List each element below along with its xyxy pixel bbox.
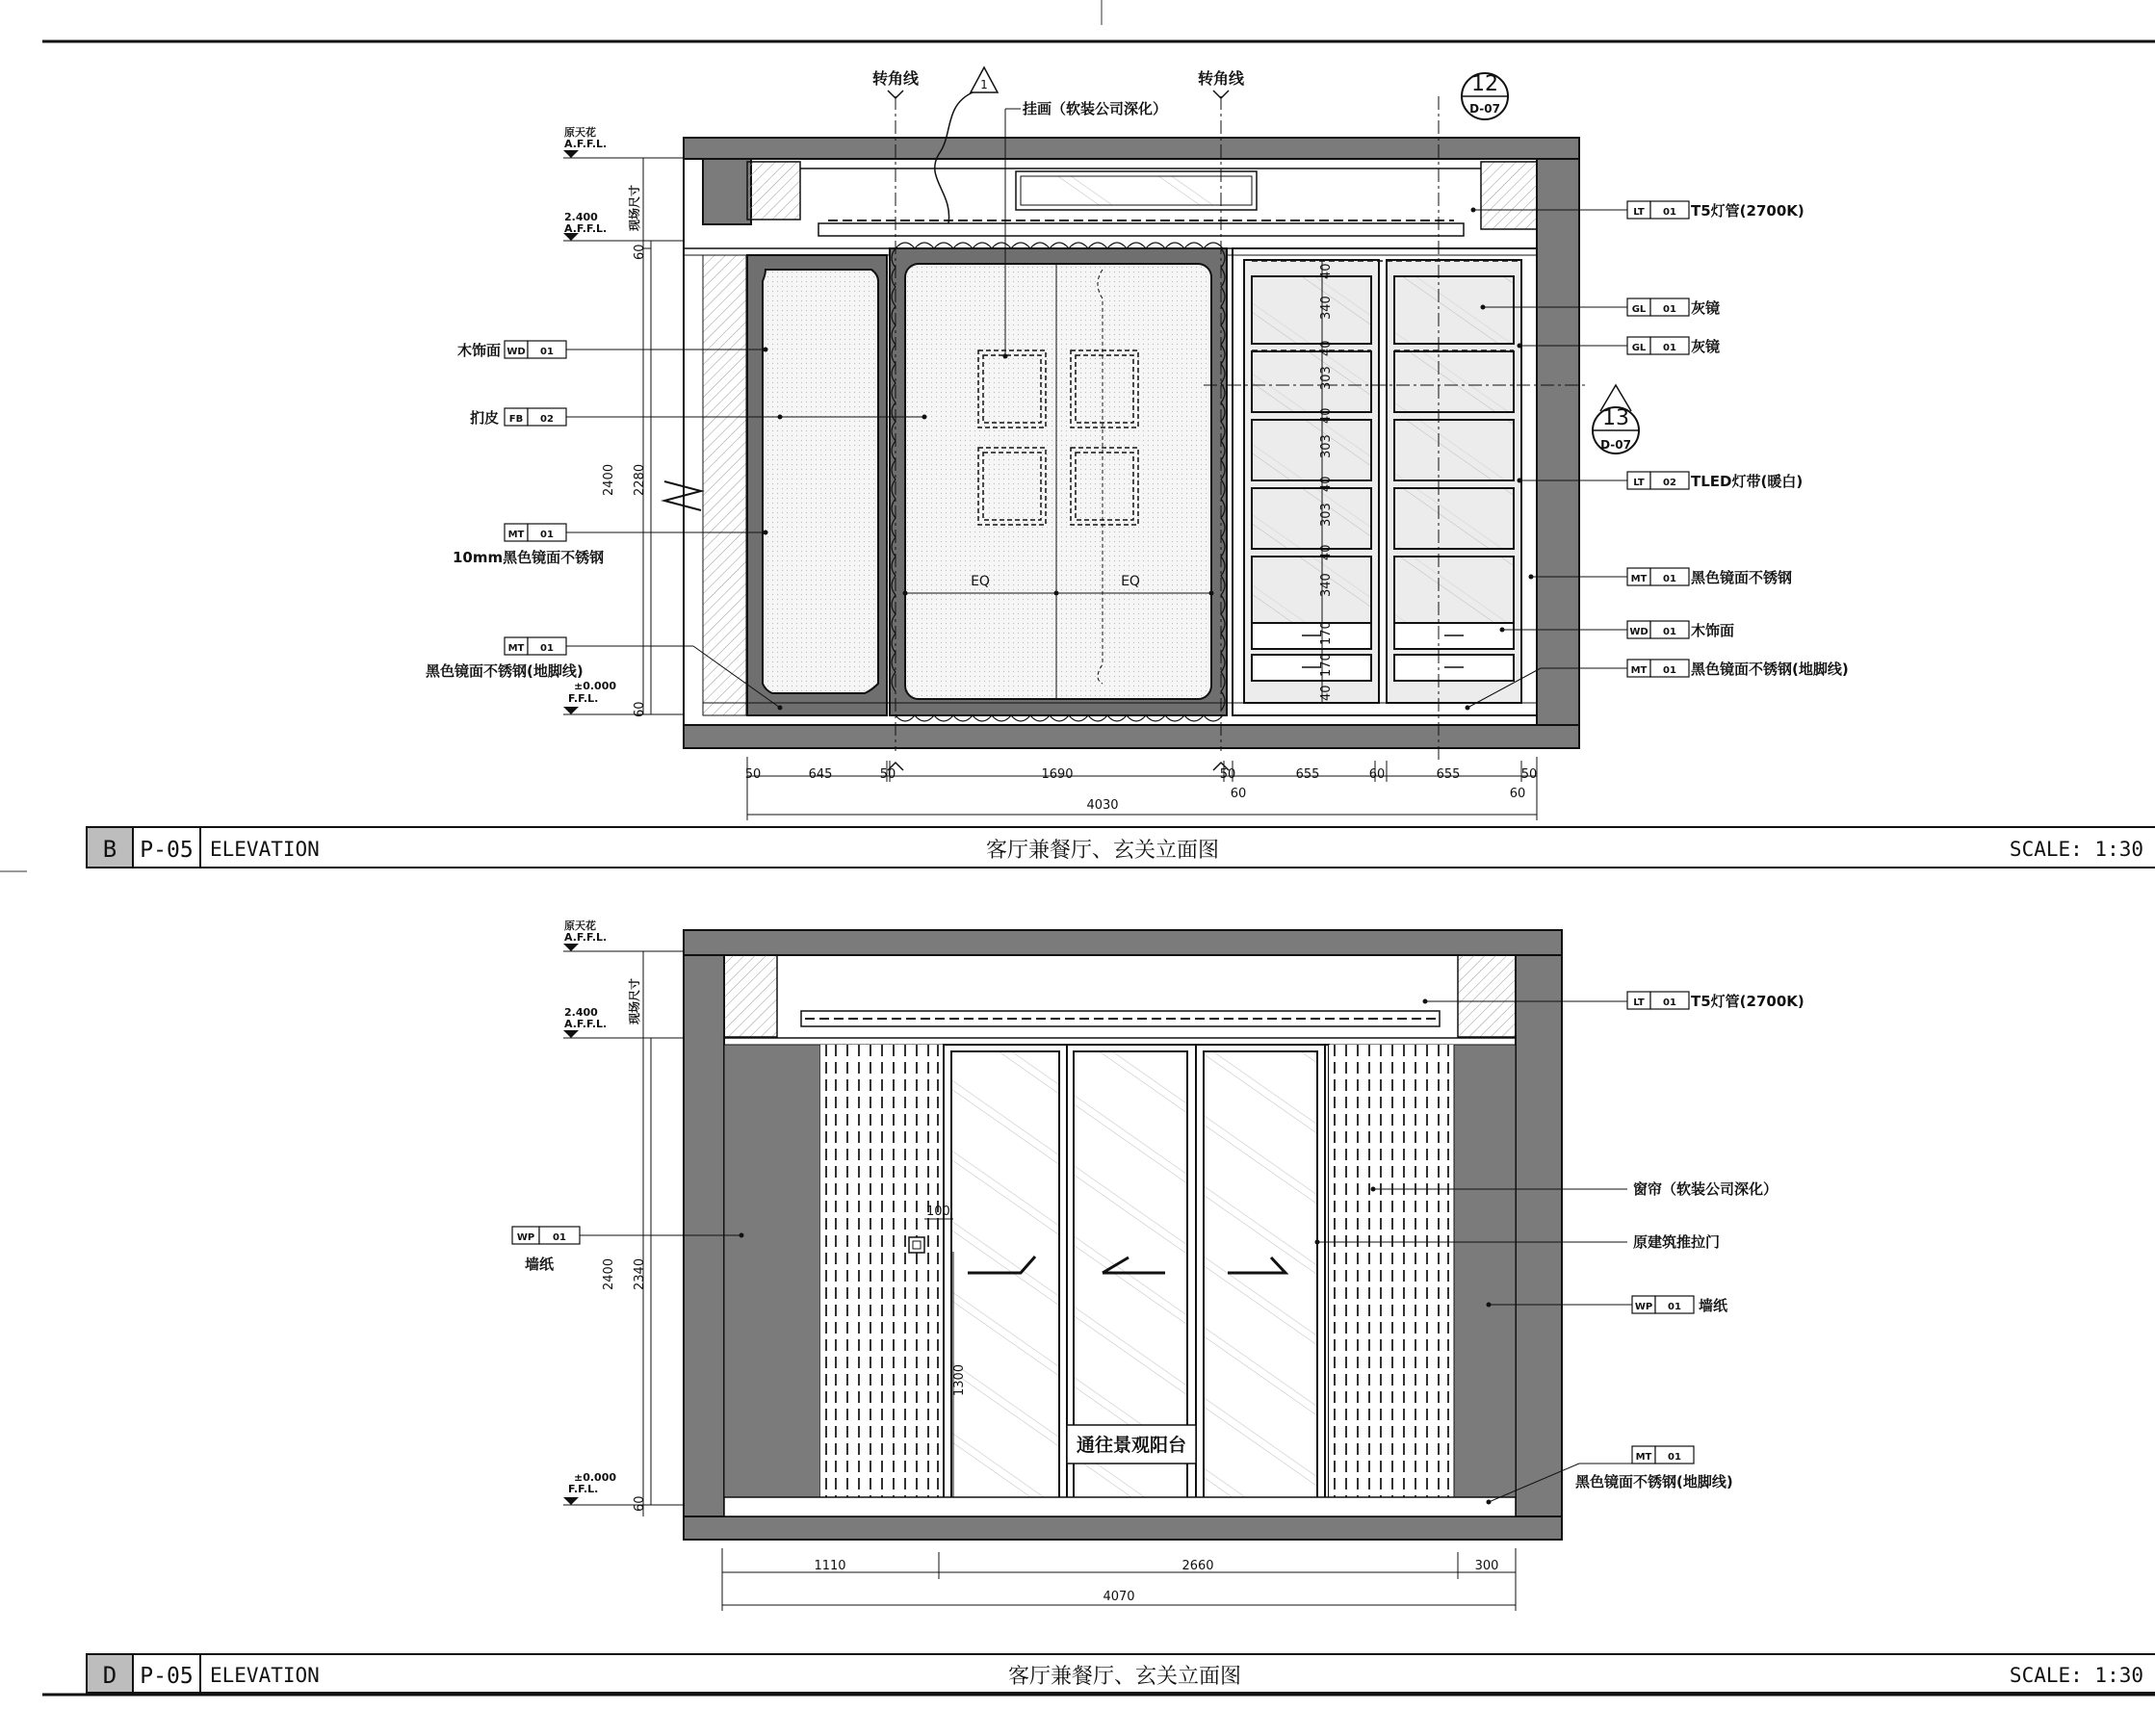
h-dim: 50 — [879, 767, 896, 782]
callout-code: WD — [506, 347, 526, 357]
callout-code: MT — [1635, 1452, 1652, 1463]
level-2400-afl: A.F.F.L. — [564, 222, 608, 235]
h-dim: 655 — [1436, 767, 1461, 782]
level-ceiling-d: 原天花 — [564, 920, 596, 932]
section-13-ref: D-07 — [1600, 438, 1631, 452]
level-2400: 2.400 — [564, 211, 598, 223]
wall-switch — [909, 1237, 924, 1253]
title-block-b — [87, 827, 2155, 868]
h-dim: 60 — [1368, 767, 1386, 782]
title-letter-d: D — [102, 1662, 117, 1689]
callout-code: GL — [1631, 343, 1647, 353]
title-type-b: ELEVATION — [210, 838, 320, 861]
wallpaper-right — [1454, 1045, 1516, 1497]
callout-text: 10mm黑色镜面不锈钢 — [453, 549, 605, 566]
level-2400-d: 2.400 — [564, 1006, 598, 1019]
level-floor-ffl: F.F.L. — [568, 692, 599, 705]
ceiling-slab-d — [684, 930, 1562, 955]
level-floor-d: ±0.000 — [574, 1471, 617, 1484]
callout-code: GL — [1631, 304, 1647, 315]
revision-number: 1 — [980, 78, 988, 91]
h-dim-d: 1110 — [814, 1559, 846, 1573]
callout-code: FB — [508, 414, 524, 425]
shelf-dim: 303 — [1319, 434, 1334, 458]
level-ceiling-afl: A.F.F.L. — [564, 138, 608, 150]
callout-num: 01 — [1663, 574, 1676, 584]
callout-num: 01 — [1668, 1302, 1681, 1312]
floor-slab — [684, 725, 1579, 748]
level-floor-ffl-d: F.F.L. — [568, 1483, 599, 1495]
right-wall — [1537, 159, 1579, 725]
callout-text: 原建筑推拉门 — [1633, 1233, 1721, 1251]
callout-num: 02 — [540, 414, 554, 425]
callout-text: TLED灯带(暖白) — [1691, 473, 1804, 490]
shelf-dim: 40 — [1319, 685, 1334, 701]
h-dim-d: 300 — [1474, 1559, 1499, 1573]
callout-text: 木饰面 — [456, 342, 501, 359]
corner-line-label-right: 转角线 — [1197, 69, 1245, 88]
callout-code: MT — [1630, 574, 1648, 584]
callout-num: 01 — [1663, 998, 1676, 1008]
callout-code: MT — [507, 643, 525, 654]
total-width-b: 4030 — [1086, 798, 1119, 813]
shelf-dim: 340 — [1319, 296, 1334, 320]
callout-code: LT — [1633, 998, 1645, 1008]
h-dim: 50 — [744, 767, 762, 782]
dim-100: 100 — [926, 1205, 950, 1219]
dim-1300: 1300 — [952, 1363, 967, 1396]
shelf-bays — [1252, 276, 1514, 624]
h-dim: 50 — [1520, 767, 1538, 782]
callout-num: 01 — [540, 643, 554, 654]
title-type-d: ELEVATION — [210, 1664, 320, 1687]
callout-code: MT — [1630, 665, 1648, 676]
h-dim: 645 — [808, 767, 833, 782]
callout-code: WD — [1629, 627, 1649, 637]
shelf-dim: 40 — [1319, 476, 1334, 492]
title-letter-b: B — [102, 836, 117, 863]
callout-text: 黑色镜面不锈钢(地脚线) — [426, 662, 584, 680]
right-wall-d — [1516, 955, 1562, 1516]
shelf-dim: 340 — [1319, 573, 1334, 597]
callout-code: MT — [507, 530, 525, 540]
horizontal-dimensions-b — [744, 757, 1537, 820]
total-width-d: 4070 — [1103, 1590, 1135, 1604]
dim-2400: 2400 — [602, 463, 616, 496]
callout-wood-veneer-right — [1500, 621, 1735, 639]
h-dim-60a: 60 — [1230, 787, 1247, 801]
shelf-dim: 40 — [1319, 407, 1334, 424]
painting-label: 挂画（软装公司深化） — [1023, 100, 1168, 117]
title-block-d — [87, 1654, 2155, 1693]
title-scale-b: SCALE: 1:30 — [2009, 838, 2143, 861]
level-ceiling-afl-d: A.F.F.L. — [564, 931, 608, 944]
dim-2340-d: 2340 — [633, 1257, 647, 1290]
wallpaper-left — [724, 1045, 820, 1497]
vertical-dimensions-b — [643, 158, 651, 714]
level-2400-afl-d: A.F.F.L. — [564, 1018, 608, 1030]
right-callouts-b — [1466, 201, 1849, 711]
h-dim: 1690 — [1041, 767, 1074, 782]
callout-text: 墙纸 — [525, 1256, 555, 1273]
dim-60-bottom: 60 — [633, 701, 647, 717]
callout-text: 木饰面 — [1691, 622, 1735, 639]
callout-num: 01 — [553, 1232, 566, 1243]
title-code-b: P-05 — [140, 838, 194, 863]
level-floor: ±0.000 — [574, 680, 617, 692]
h-dim-60b: 60 — [1509, 787, 1526, 801]
door-label: 通往景观阳台 — [1076, 1435, 1187, 1456]
callout-num: 01 — [1668, 1452, 1681, 1463]
dim-2400-d: 2400 — [602, 1257, 616, 1290]
section-12-ref: D-07 — [1469, 102, 1500, 116]
callout-num: 01 — [1663, 343, 1676, 353]
dim-2280: 2280 — [633, 463, 647, 496]
callout-num: 01 — [1663, 207, 1676, 218]
callout-num: 02 — [1663, 478, 1676, 488]
shelf-dim: 303 — [1319, 503, 1334, 527]
callout-code: LT — [1633, 478, 1645, 488]
elevation-d — [512, 919, 1804, 1611]
callout-num: 01 — [1663, 304, 1676, 315]
callout-text: 黑色镜面不锈钢 — [1691, 569, 1793, 586]
elevation-b — [426, 67, 1849, 820]
h-dim-d: 2660 — [1181, 1559, 1214, 1573]
shelf-dim: 40 — [1319, 544, 1334, 560]
callout-num: 01 — [540, 530, 554, 540]
dim-60-d: 60 — [633, 1495, 647, 1512]
callout-text: 黑色镜面不锈钢(地脚线) — [1575, 1473, 1733, 1490]
site-dim-label: 现场尺寸 — [628, 184, 641, 231]
callout-text: 灰镜 — [1691, 338, 1721, 355]
vertical-dimensions-d — [643, 951, 651, 1516]
site-dim-label-d: 现场尺寸 — [628, 977, 641, 1024]
title-text-b: 客厅兼餐厅、玄关立面图 — [985, 839, 1220, 863]
callout-num: 01 — [1663, 665, 1676, 676]
shelf-dim: 40 — [1319, 263, 1334, 279]
h-dim: 50 — [1219, 767, 1236, 782]
callout-text: T5灯管(2700K) — [1691, 202, 1804, 220]
level-markers-b — [563, 125, 684, 714]
title-code-d: P-05 — [140, 1664, 194, 1689]
eq-label-right: EQ — [1121, 574, 1140, 589]
callout-text: T5灯管(2700K) — [1691, 993, 1804, 1010]
section-12-number: 12 — [1471, 72, 1498, 96]
callout-text: 墙纸 — [1699, 1297, 1728, 1314]
shelf-dim: 40 — [1319, 340, 1334, 356]
eq-label-left: EQ — [971, 574, 990, 589]
callout-num: 01 — [1663, 627, 1676, 637]
level-markers-d — [563, 919, 684, 1505]
shelf-dim: 170 — [1319, 653, 1334, 677]
callout-text: 扪皮 — [469, 409, 499, 427]
callout-text: 窗帘（软装公司深化） — [1633, 1180, 1779, 1198]
dim-60-top: 60 — [633, 244, 647, 260]
callout-num: 01 — [540, 347, 554, 357]
callout-code: WP — [1634, 1302, 1653, 1312]
callout-code: WP — [516, 1232, 535, 1243]
section-13-number: 13 — [1602, 406, 1629, 430]
level-ceiling: 原天花 — [564, 126, 596, 139]
corner-line-label-left: 转角线 — [871, 69, 920, 88]
floor-slab-d — [684, 1516, 1562, 1540]
callout-text: 灰镜 — [1691, 299, 1721, 317]
title-text-d: 客厅兼餐厅、玄关立面图 — [1007, 1665, 1242, 1689]
shelf-dim: 303 — [1319, 366, 1334, 390]
h-dim: 655 — [1295, 767, 1320, 782]
callout-code: LT — [1633, 207, 1645, 218]
shelf-dim: 170 — [1319, 621, 1334, 645]
ceiling-slab — [684, 138, 1579, 159]
callout-text: 黑色镜面不锈钢(地脚线) — [1691, 661, 1849, 678]
title-scale-d: SCALE: 1:30 — [2009, 1664, 2143, 1687]
